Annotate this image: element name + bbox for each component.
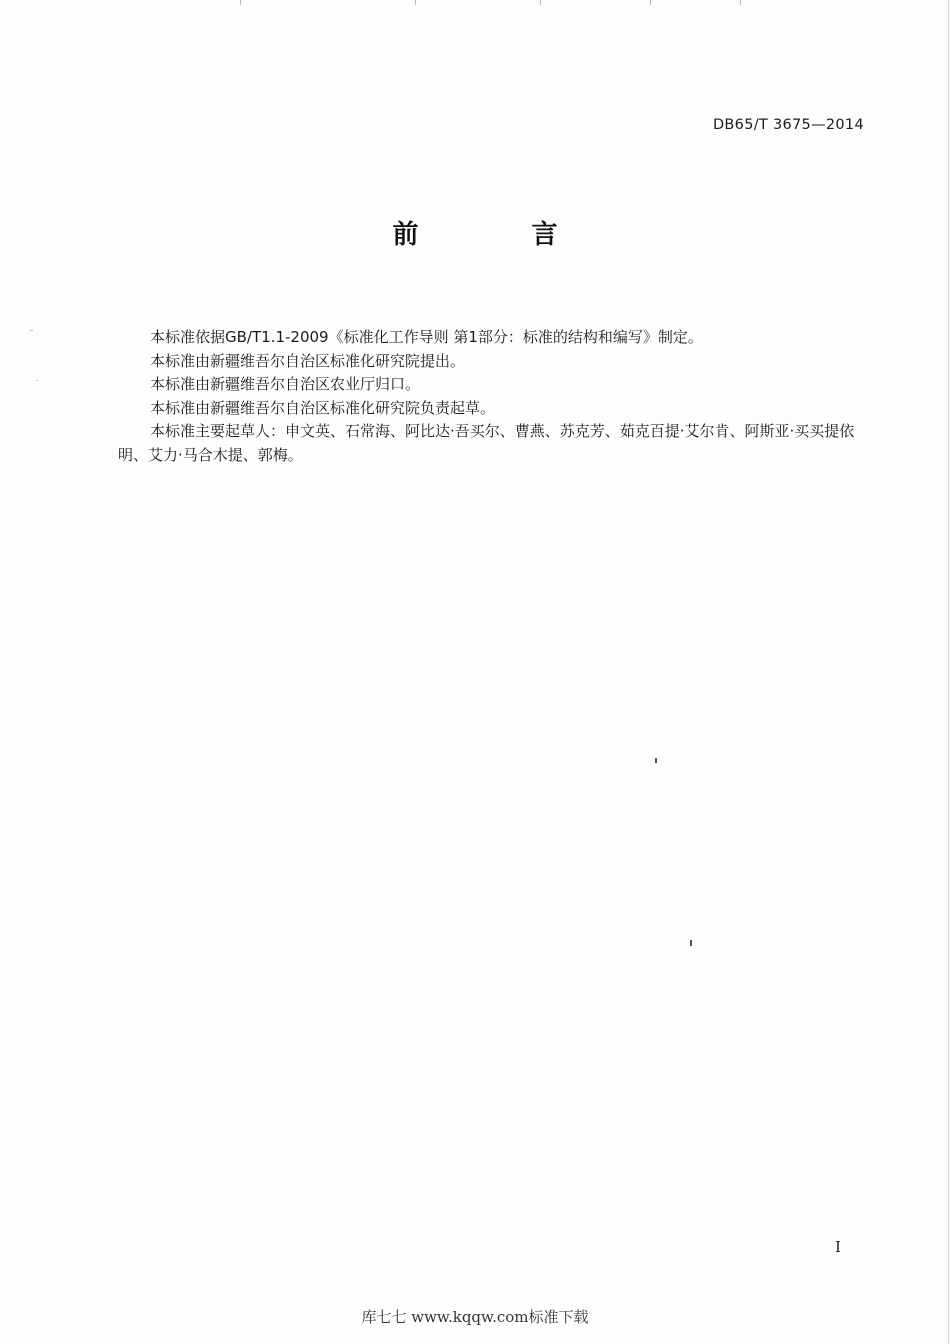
scan-speck bbox=[655, 758, 657, 763]
scan-mark bbox=[240, 0, 241, 5]
scan-speck bbox=[30, 330, 33, 331]
scan-mark bbox=[740, 0, 741, 5]
standard-code: DB65/T 3675—2014 bbox=[712, 117, 864, 133]
paragraph-administrator: 本标准由新疆维吾尔自治区农业厅归口。 bbox=[150, 375, 421, 393]
scan-speck bbox=[36, 380, 38, 381]
page-title: 前 言 bbox=[392, 220, 610, 250]
paragraph-drafters: 本标准主要起草人：申文英、石常海、阿比达·吾买尔、曹燕、苏克芳、茹克百提·艾尔肯、阿斯亚·买买提依明、艾力·马合木提、郭梅。 bbox=[118, 422, 855, 464]
paragraph-basis: 本标准依据GB/T1.1-2009《标准化工作导则 第1部分：标准的结构和编写》制定。 bbox=[150, 328, 703, 346]
scan-mark bbox=[540, 0, 541, 5]
scan-speck bbox=[690, 940, 692, 946]
paragraph-drafting-unit: 本标准由新疆维吾尔自治区标准化研究院负责起草。 bbox=[150, 398, 496, 417]
page-number: I bbox=[835, 1238, 841, 1256]
scan-edge-line bbox=[948, 0, 949, 1344]
scan-mark bbox=[415, 0, 416, 5]
paragraph-proposer: 本标准由新疆维吾尔自治区标准化研究院提出。 bbox=[150, 351, 466, 370]
foreword-body bbox=[118, 326, 868, 467]
scan-mark bbox=[650, 0, 651, 5]
footer-watermark: 库七七 www.kqqw.com标准下载 bbox=[361, 1308, 589, 1326]
